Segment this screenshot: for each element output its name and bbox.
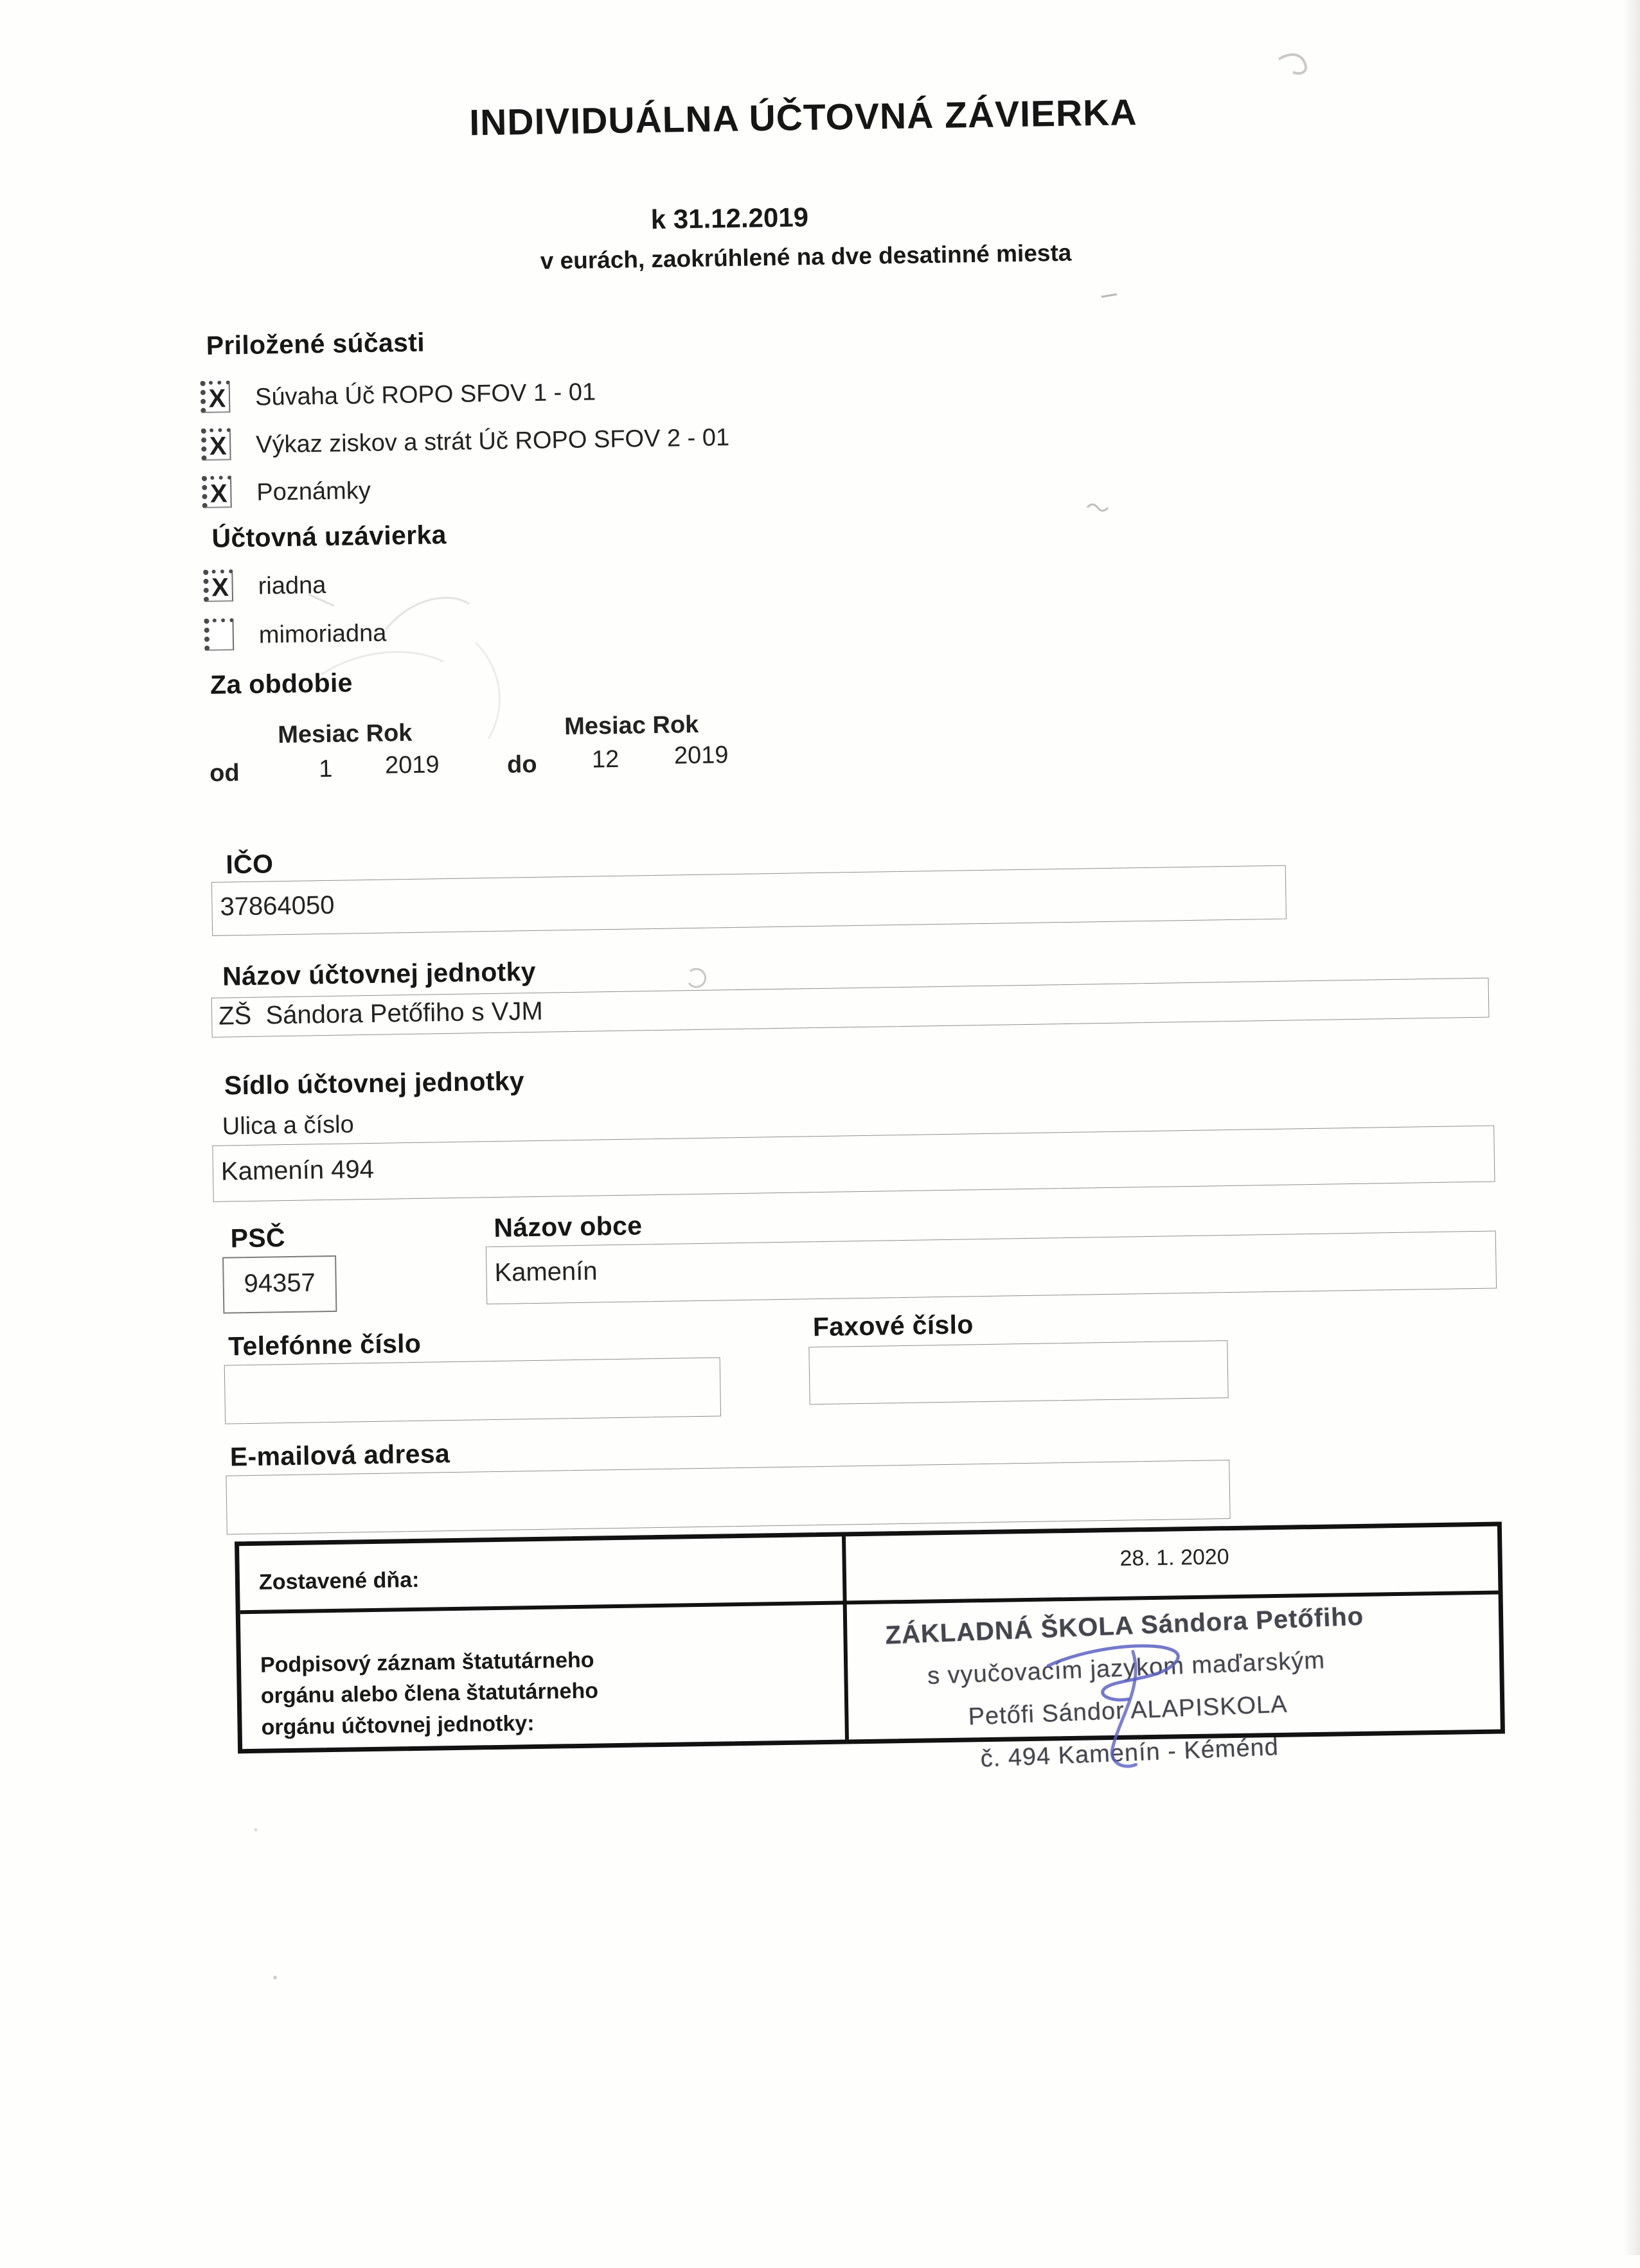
entity-name-value: ZŠ Sándora Petőfiho s VJM <box>218 997 544 1031</box>
checkbox-label-mimoriadna: mimoriadna <box>258 619 387 649</box>
entity-name-label: Názov účtovnej jednotky <box>222 956 537 991</box>
checkbox-x-mark: X <box>209 479 228 508</box>
seat-heading: Sídlo účtovnej jednotky <box>224 1066 525 1101</box>
town-value: Kamenín <box>494 1257 598 1287</box>
closing-heading: Účtovná uzávierka <box>211 520 447 553</box>
town-label: Názov obce <box>494 1210 643 1243</box>
street-value: Kamenín 494 <box>220 1155 375 1186</box>
email-label: E-mailová adresa <box>229 1439 450 1472</box>
compiled-on-date: 28. 1. 2020 <box>1119 1545 1229 1571</box>
period-col-header-from: Mesiac Rok <box>277 719 413 749</box>
signatory-label: Podpisový záznam štatutárneho orgánu alebo člena štatutárneho orgánu účtovnej jednotky: <box>260 1647 599 1740</box>
checkbox-x-mark: X <box>209 432 227 461</box>
phone-label: Telefónne číslo <box>227 1328 422 1361</box>
ico-value: 37864050 <box>220 890 335 921</box>
stamp-line: ZÁKLADNÁ ŠKOLA Sándora Petőfiho <box>884 1602 1364 1650</box>
as-of-date: k 31.12.2019 <box>650 202 809 235</box>
period-heading: Za obdobie <box>209 668 353 700</box>
period-to-label: do <box>506 750 537 779</box>
period-from-year[interactable]: 2019 <box>384 751 440 779</box>
stamp-line: s vyučovacím jazykom maďarským <box>927 1647 1326 1690</box>
attachments-heading: Priložené súčasti <box>206 327 425 360</box>
fax-label: Faxové číslo <box>812 1309 974 1342</box>
checkbox-label-poznamky: Poznámky <box>256 477 371 506</box>
checkbox-label-vykaz: Výkaz ziskov a strát Úč ROPO SFOV 2 - 01 <box>255 424 730 459</box>
checkbox-x-mark: X <box>211 573 229 602</box>
period-to-year[interactable]: 2019 <box>673 741 729 770</box>
period-from-month[interactable]: 1 <box>318 755 333 783</box>
checkbox-x-mark: X <box>208 384 226 413</box>
checkbox-label-suvaha: Súvaha Úč ROPO SFOV 1 - 01 <box>254 378 596 411</box>
scan-edge-shading <box>1623 0 1640 2255</box>
ico-label: IČO <box>226 849 274 880</box>
stamp-line: č. 494 Kamenín - Kéménd <box>979 1733 1279 1773</box>
page-title: INDIVIDUÁLNA ÚČTOVNÁ ZÁVIERKA <box>468 92 1137 144</box>
zip-label: PSČ <box>230 1223 286 1254</box>
period-from-label: od <box>209 759 240 787</box>
stamp-line: Petőfi Sándor ALAPISKOLA <box>967 1690 1288 1731</box>
zip-value: 94357 <box>244 1268 316 1298</box>
period-col-header-to: Mesiac Rok <box>564 711 699 741</box>
period-to-month[interactable]: 12 <box>591 745 619 774</box>
checkbox-label-riadna: riadna <box>258 571 326 600</box>
compiled-on-label: Zostavené dňa: <box>258 1567 420 1595</box>
currency-note: v eurách, zaokrúhlené na dve desatinné miesta <box>540 239 1072 274</box>
street-label: Ulica a číslo <box>222 1111 355 1140</box>
